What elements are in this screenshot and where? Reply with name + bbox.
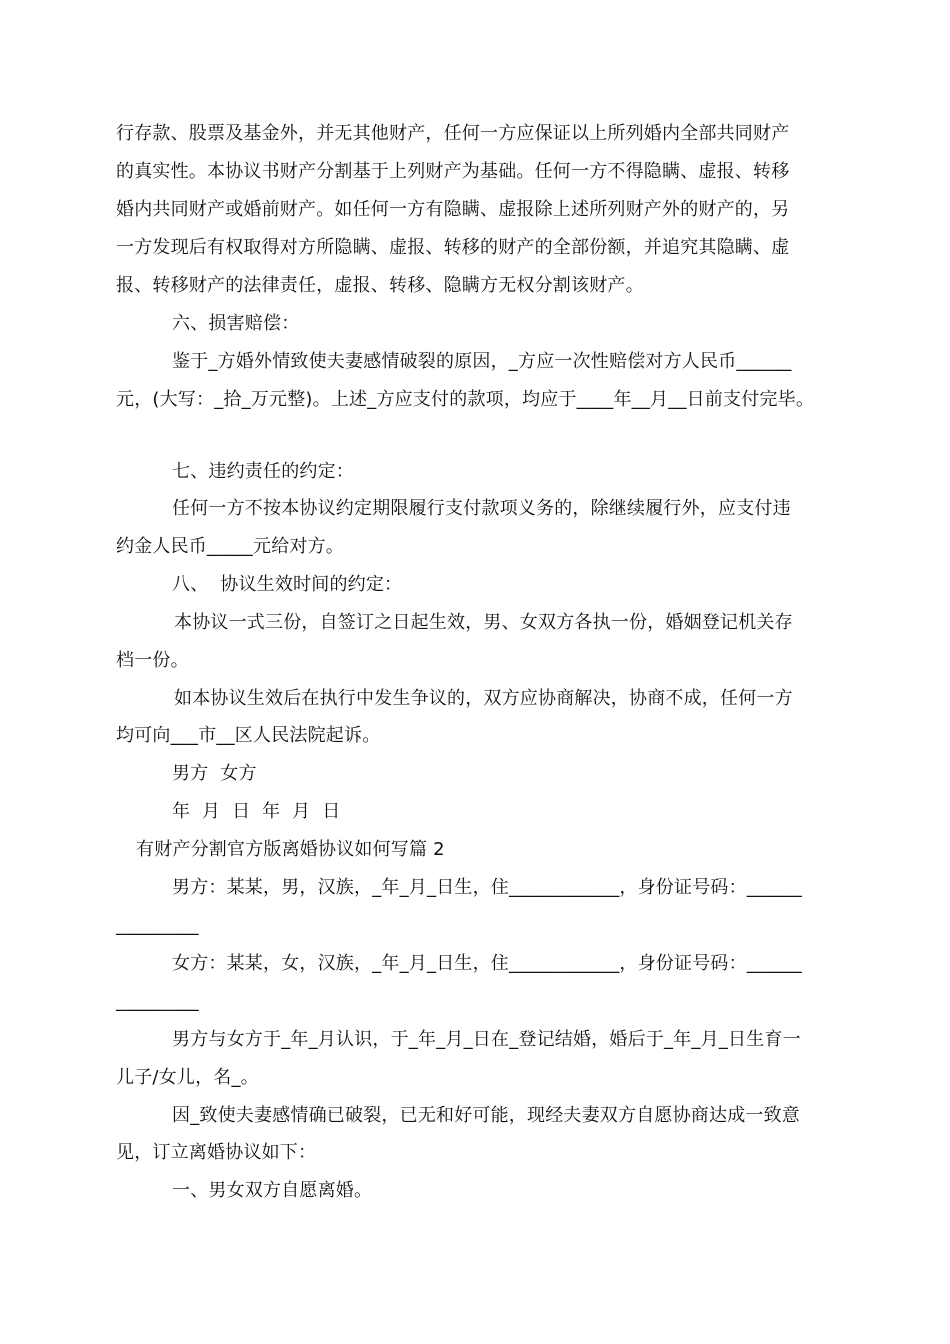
section-heading-effective: 八、 协议生效时间的约定： (172, 574, 403, 595)
paragraph-line: 如本协议生效后在执行中发生争议的，双方应协商解决，协商不成，任何一方 (174, 688, 793, 709)
signature-date: 年 月 日 年 月 日 (172, 801, 341, 822)
man-info-line: 男方：某某，男，汉族，_年_月_日生，住____________，身份证号码：______ (172, 877, 802, 898)
paragraph-line: 本协议一式三份，自签订之日起生效，男、女双方各执一份，婚姻登记机关存 (174, 612, 793, 633)
paragraph-line: 档一份。 (116, 650, 189, 671)
blank-line: _________ (116, 991, 199, 1012)
paragraph-line: 任何一方不按本协议约定期限履行支付款项义务的，除继续履行外，应支付违 (172, 498, 791, 519)
paragraph-line: 的真实性。本协议书财产分割基于上列财产为基础。任何一方不得隐瞒、虚报、转移 (116, 161, 790, 182)
paragraph-line: 婚内共同财产或婚前财产。如任何一方有隐瞒、虚报除上述所列财产外的财产的，另 (116, 199, 790, 220)
paragraph-line: 均可向___市__区人民法院起诉。 (116, 725, 381, 746)
document-title-part-2: 有财产分割官方版离婚协议如何写篇 2 (136, 839, 445, 860)
paragraph-line: 鉴于_方婚外情致使夫妻感情破裂的原因，_方应一次性赔偿对方人民币______ (172, 351, 792, 372)
paragraph-line: 约金人民币_____元给对方。 (116, 536, 344, 557)
section-heading-damages: 六、损害赔偿： (172, 313, 300, 334)
paragraph-line: 行存款、股票及基金外，并无其他财产，任何一方应保证以上所列婚内全部共同财产 (116, 123, 790, 144)
paragraph-line: 男方与女方于_年_月认识，于_年_月_日在_登记结婚，婚后于_年_月_日生育一 (172, 1029, 801, 1050)
section-heading-divorce: 一、男女双方自愿离婚。 (172, 1180, 373, 1201)
paragraph-line: 一方发现后有权取得对方所隐瞒、虚报、转移的财产的全部份额，并追究其隐瞒、虚 (116, 237, 790, 258)
signature-parties: 男方 女方 (172, 763, 257, 784)
woman-info-line: 女方：某某，女，汉族，_年_月_日生，住____________，身份证号码：______ (172, 953, 802, 974)
paragraph-line: 报、转移财产的法律责任，虚报、转移、隐瞒方无权分割该财产。 (116, 275, 644, 296)
paragraph-line: 因_致使夫妻感情确已破裂，已无和好可能，现经夫妻双方自愿协商达成一致意 (172, 1105, 800, 1126)
paragraph-line: 元，(大写：_拾_万元整)。上述_方应支付的款项，均应于____年__月__日前支付完毕。 (116, 389, 815, 410)
paragraph-line: 儿子/女儿，名_。 (116, 1067, 259, 1088)
paragraph-line: 见，订立离婚协议如下： (116, 1142, 317, 1163)
blank-line: _________ (116, 915, 199, 936)
section-heading-breach: 七、违约责任的约定： (172, 461, 354, 482)
